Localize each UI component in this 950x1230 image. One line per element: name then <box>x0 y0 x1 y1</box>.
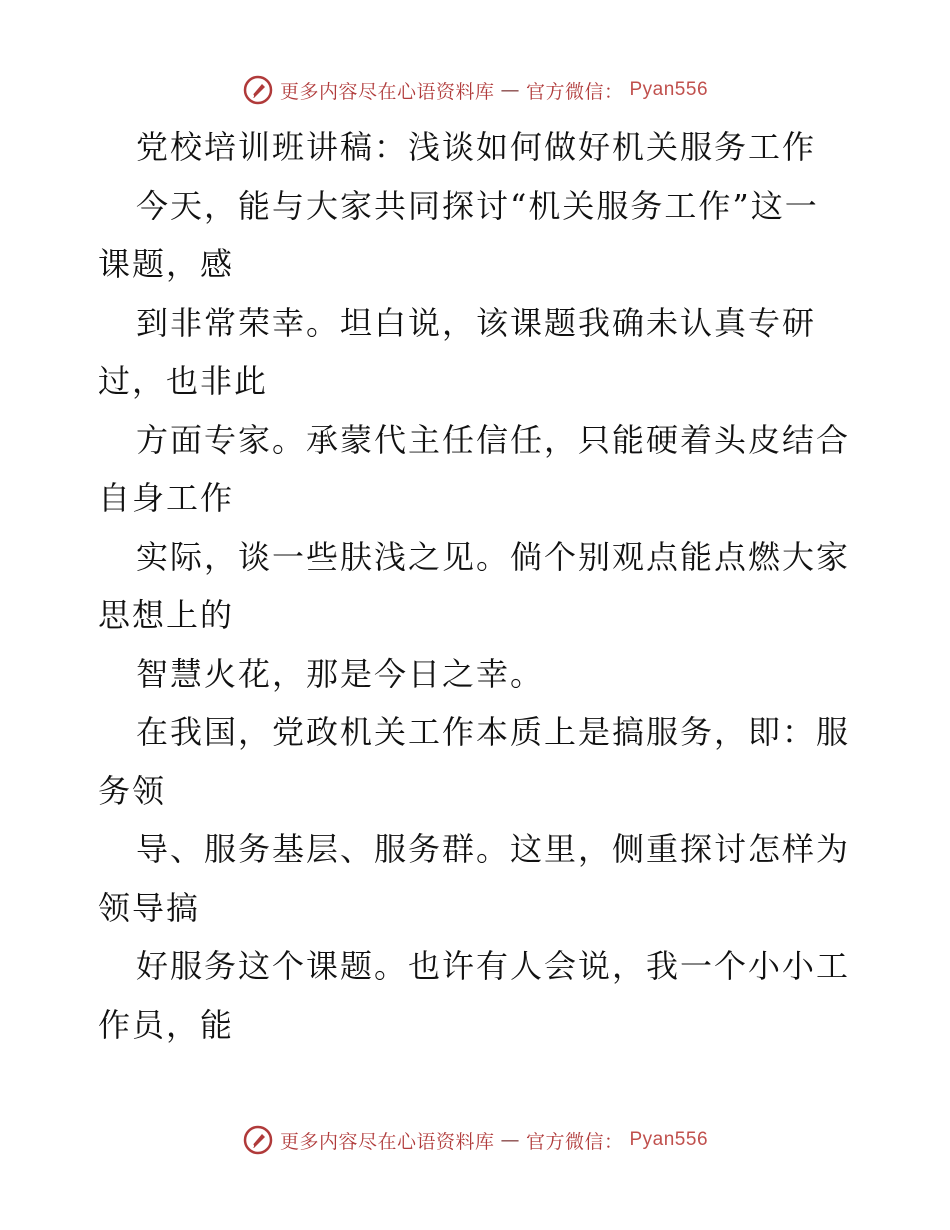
pen-nib-icon <box>242 74 274 106</box>
banner-wechat-id: Pyan556 <box>629 79 709 100</box>
banner-dash: — <box>500 1129 520 1151</box>
pen-nib-icon <box>242 1124 274 1156</box>
text-line: 领导搞 <box>98 888 201 927</box>
banner-wechat-id: Pyan556 <box>629 1129 709 1150</box>
banner-dash: — <box>500 79 520 101</box>
text-line: 导、服务基层、服务群。这里，侧重探讨怎样为 <box>136 830 851 868</box>
text-line: 实际，谈一些肤浅之见。倘个别观点能点燃大家 <box>136 537 851 576</box>
text-line: 智慧火花，那是今日之幸。 <box>136 654 545 693</box>
text-line: 方面专家。承蒙代主任信任，只能硬着头皮结合 <box>136 420 851 459</box>
text-line: 今天，能与大家共同探讨“机关服务工作”这一 <box>136 186 819 225</box>
text-line: 过，也非此 <box>98 362 269 400</box>
text-line: 思想上的 <box>98 596 235 634</box>
header-banner <box>0 70 950 110</box>
text-line: 务领 <box>98 771 167 810</box>
text-line: 课题，感 <box>98 245 235 283</box>
document-title: 党校培训班讲稿：浅谈如何做好机关服务工作 <box>136 128 817 166</box>
text-line: 好服务这个课题。也许有人会说，我一个小小工 <box>136 947 851 985</box>
text-line: 在我国，党政机关工作本质上是搞服务，即：服 <box>136 713 851 751</box>
banner-wechat-label: 官方微信： <box>525 1130 624 1153</box>
text-line: 作员，能 <box>98 1005 235 1044</box>
banner-text: 更多内容尽在心语资料库 <box>279 80 495 103</box>
text-line: 自身工作 <box>98 479 235 517</box>
document-body <box>98 118 858 1054</box>
banner-wechat-label: 官方微信： <box>525 80 624 103</box>
text-line: 到非常荣幸。坦白说，该课题我确未认真专研 <box>136 303 817 342</box>
banner-text: 更多内容尽在心语资料库 <box>279 1130 495 1153</box>
footer-banner <box>0 1120 950 1160</box>
